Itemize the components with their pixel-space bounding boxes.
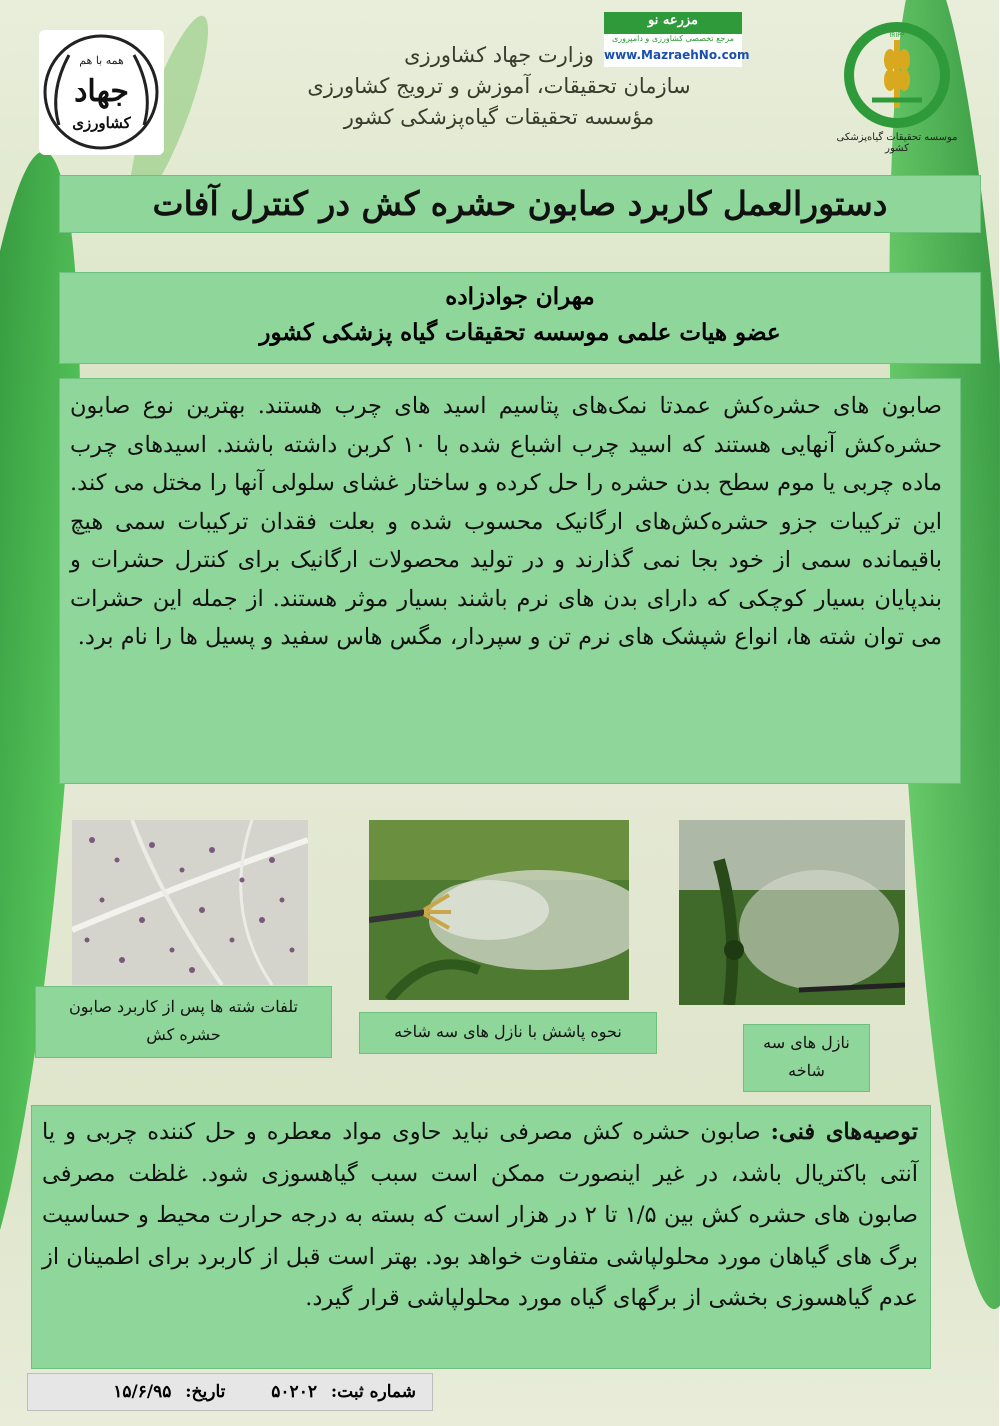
header-institute: مؤسسه تحقیقات گیاه‌پزشکی کشور (344, 105, 656, 129)
aphid-damage-image (73, 820, 309, 985)
registration-date-label: تاریخ: (186, 1382, 227, 1402)
site-logo-url: www.MazraehNo.com (605, 48, 751, 62)
caption-spraying: نحوه پاشش با نازل های سه شاخه (360, 1012, 658, 1054)
technical-recommendations-box (32, 1105, 932, 1369)
technical-text: صابون حشره کش مصرفی نباید حاوی مواد معطره و حل کننده چربی و یا آنتی باکتریال باشد، در غیر اینصورت ممکن است سبب گیاهسوزی شود. غلظت مصرفی صابون های حشره کش بین ۱/۵ تا ۲ در هزار است که بسته به درجه حرارت محیط و حساسیت برگ های گیاهان مورد محلولپاشی متفاوت خواهد بود. بهتر است قبل از کاربرد برای اطمینان از عدم گیاهسوزی بخشی از برگهای گیاه مورد محلولپاشی قرار گیرد. (43, 1119, 920, 1311)
registration-box (28, 1373, 434, 1411)
registration-number: ۵۰۲۰۲ (272, 1382, 318, 1402)
registration-date: ۱۵/۶/۹۵ (114, 1382, 173, 1402)
header-block (290, 40, 710, 133)
caption-aphid-damage: تلفات شته ها پس از کاربرد صابون حشره کش (36, 986, 333, 1058)
technical-recommendations (43, 1112, 919, 1320)
author-name: مهران جوادزاده (446, 283, 596, 310)
body-box (60, 378, 962, 784)
document-title: دستورالعمل کاربرد صابون حشره کش در کنترل آفات (153, 184, 889, 223)
author-box (60, 272, 982, 364)
iripp-logo-mark: IRIPP (890, 32, 906, 39)
jahad-keshavarzi-logo (40, 30, 165, 155)
photo-nozzles (680, 820, 906, 1005)
site-logo-tagline: مرجع تخصصی کشاورزی و دامپروری (613, 34, 735, 43)
site-logo-name: مزرعه نو (648, 13, 699, 28)
body-paragraph: صابون های حشره‌کش عمدتا نمک‌های پتاسیم اسید های چرب هستند. بهترین نوع صابون حشره‌کش آنهایی هستند که اسید چرب اشباع شده با ۱۰ کربن داشته باشند. اسیدهای چرب ماده چربی یا موم سطح بدن حشره را حل کرده و ساختار غشای سلولی آنها را مختل می کند. این ترکیبات جزو حشره‌کش‌های ارگانیک محسوب شده و بعلت فقدان ترکیبات سمی هیچ باقیمانده سمی از خود بجا نمی گذارند و در تولید محصولات ارگانیک برای کنترل حشرات و بندپایان بسیار کوچکی که دارای بدن های نرم باشند بسیار موثر هستند. از جمله این حشرات می توان شته ها، انواع شپشک های نرم تن و سپردار، مگس هاس سفید و پسیل ها را نام برد. (71, 393, 944, 650)
jahad-logo-sub: کشاورزی (73, 114, 132, 132)
nozzles-image (680, 820, 906, 1005)
iripp-logo-caption: موسسه تحقیقات گیاه‌پزشکی کشور (837, 132, 959, 154)
spraying-image (370, 820, 630, 1000)
photo-aphid-damage (73, 820, 309, 985)
author-affiliation: عضو هیات علمی موسسه تحقیقات گیاه پزشکی کشور (260, 319, 782, 346)
jahad-logo-top: همه با هم (80, 54, 125, 67)
header-organization: سازمان تحقیقات، آموزش و ترویج کشاورزی (308, 74, 692, 98)
photo-spraying (370, 820, 630, 1000)
technical-label: توصیه‌های فنی: (771, 1119, 919, 1145)
jahad-logo-main: جهاد (75, 74, 130, 109)
caption-nozzles: نازل های سه شاخه (744, 1024, 871, 1092)
iripp-logo (833, 20, 963, 160)
header-ministry: وزارت جهاد کشاورزی (405, 43, 595, 67)
registration-number-label: شماره ثبت: (331, 1382, 417, 1402)
title-box (60, 175, 982, 233)
